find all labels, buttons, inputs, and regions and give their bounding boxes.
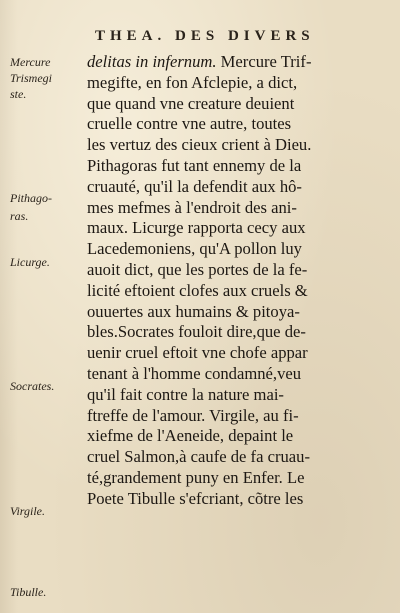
text-line: megifte, en fon Afclepie, a dict, [87,72,298,92]
margin-note-socrates: Socrates. [10,379,55,393]
text-line: Poete Tibulle s'efcriant, cõtre les [87,488,304,508]
text-line: té,grandement puny en Enfer. Le [87,467,305,487]
margin-note-pithago: Pithago- [10,191,52,205]
running-head: THEA. DES DIVERS [95,28,315,44]
text-line: auoit dict, que les portes de la fe- [87,259,308,279]
text-line: uenir cruel eftoit vne chofe appar [87,343,308,363]
text-line: Pithagoras fut tant ennemy de la [87,155,302,175]
margin-note-tibulle: Tibulle. [10,585,47,599]
text-line: ftreffe de l'amour. Virgile, au fi- [87,405,299,425]
text-line: tenant à l'homme condamné,veu [87,363,302,383]
text-line-content: Mercure Trif- [216,52,312,71]
text-line: bles.Socrates fouloit dire,que de- [87,322,306,342]
text-line: que quand vne creature deuient [87,93,295,113]
margin-note-ste: ste. [10,87,27,101]
text-line: licité eftoient clofes aux cruels & [87,280,308,300]
latin-phrase: delitas in infernum. [87,52,217,71]
body-text [87,52,391,510]
margin-note-mercure: Mercure [10,55,51,69]
text-line: maux. Licurge rapporta cecy aux [87,218,306,238]
text-line: xiefme de l'Aeneide, depaint le [87,426,294,446]
margin-note-trismegi: Trismegi [10,71,53,85]
text-line: cruauté, qu'il la defendit aux hô- [87,176,302,196]
text-line: ouuertes aux humains & pitoya- [87,301,300,321]
text-line: mes mefmes à l'endroit des ani- [87,197,297,217]
text-line: Lacedemoniens, qu'A pollon luy [87,239,302,259]
text-line [87,52,391,73]
text-line: cruel Salmon,à caufe de fa cruau- [87,447,310,467]
margin-note-licurge: Licurge. [10,255,50,269]
margin-note-ras: ras. [10,209,29,223]
text-line: cruelle contre vne autre, toutes [87,114,292,134]
margin-note-virgile: Virgile. [10,504,45,518]
text-line: les vertuz des cieux crient à Dieu. [87,135,312,155]
text-line: qu'il fait contre la nature mai- [87,384,284,404]
